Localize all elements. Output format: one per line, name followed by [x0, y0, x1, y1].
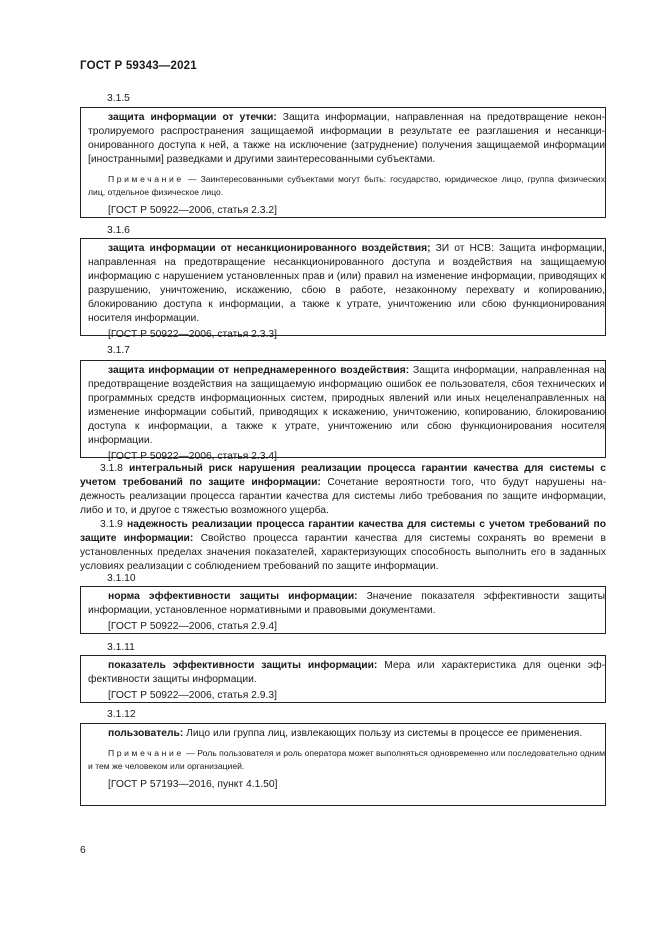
term: интегральный риск нарушения реализации процесса гарантии качества для системы с учетом требований по защите информации: [80, 463, 606, 488]
definition: защита информации от непреднамеренного воздействия: Защита информации, направленная на предотвращение воздействия на защищаемую информацию ошибок ее пользователя, сбоя технических и программных средств информационных систем, природных явлений или иных нецеленаправленных на изменение информации событий, приводящих к искажению, уничтожению, копированию, блокированию доступа к информации, а также к утрате, уничтожению или сбою функционирования носителя информации. [88, 365, 606, 446]
reference: [ГОСТ Р 57193—2016, пункт 4.1.50] [108, 779, 278, 790]
reference: [ГОСТ Р 50922—2006, статья 2.9.4] [108, 621, 277, 632]
note: Примечание — Заинтересованными субъектами могут быть: государство, юридическое лицо, группа физических лиц, отдельное физическое лицо. [88, 174, 605, 197]
entry-number: 3.1.6 [107, 225, 130, 236]
term: надежность реализации процесса гарантии качества для системы с учетом требований по защите информации: [80, 519, 606, 544]
definition: норма эффективности защиты информации: Значение показателя эффективности защиты информации, установленное нормативными и правовыми документами. [88, 591, 605, 616]
term-box [80, 723, 606, 806]
definition: пользователь: Лицо или группа лиц, извлекающих пользу из системы в процессе ее применения. [108, 728, 583, 739]
entry-number: 3.1.12 [107, 709, 136, 720]
reference: [ГОСТ Р 50922—2006, статья 2.9.3] [108, 690, 277, 701]
term-box [80, 238, 606, 340]
entry-number: 3.1.5 [107, 93, 130, 104]
definition: защита информации от утечки: Защита информации, направленная на предотвращение неконтролируемого распространения защищаемой информации в результате ее разглашения и несанкционированного доступа к ней, а также на исключение (затруднение) получения защищаемой информации [иностранными] разведками и другими заинтересованными субъектами. [88, 112, 605, 165]
document-header: ГОСТ Р 59343—2021 [80, 60, 197, 72]
entry-number: 3.1.7 [107, 345, 130, 356]
term-box [80, 655, 606, 703]
term-box [80, 360, 606, 462]
term: защита информации от несанкционированного воздействия; [108, 243, 431, 254]
reference: [ГОСТ Р 50922—2006, статья 2.3.3] [108, 329, 277, 340]
page-number: 6 [80, 845, 86, 856]
reference: [ГОСТ Р 50922—2006, статья 2.3.4] [108, 451, 277, 462]
term: защита информации от утечки: [108, 112, 277, 123]
term: пользователь: [108, 728, 184, 739]
note: Примечание — Роль пользователя и роль оператора может выполняться одновременно или последовательно одним и тем же человеком или организацией. [88, 748, 605, 771]
term: показатель эффективности защиты информации: [108, 660, 378, 671]
entry-number: 3.1.11 [107, 642, 135, 653]
definition: показатель эффективности защиты информации: Мера или характеристика для оценки эффективности защиты информации. [88, 660, 605, 685]
term-box [80, 586, 606, 634]
entry-number: 3.1.10 [107, 573, 136, 584]
plain-entries [80, 462, 606, 574]
definition: 3.1.9 надежность реализации процесса гарантии качества для системы с учетом требований по защите информации: Свойство процесса гарантии качества для системы сохранять во времени в установленных пределах значения показателей, характеризующих способность выполнить его в заданных условиях реализации с соблюдением требований по защите информации. [80, 519, 606, 572]
definition: 3.1.8 интегральный риск нарушения реализации процесса гарантии качества для системы с учетом требований по защите информации: Сочетание вероятности того, что будут нарушены надежность реализации процесса гарантии качества для системы либо требования по защите информации, либо и то, и другое с тяжестью возможного ущерба. [80, 463, 606, 516]
reference: [ГОСТ Р 50922—2006, статья 2.3.2] [108, 205, 277, 216]
term: норма эффективности защиты информации: [108, 591, 358, 602]
definition: защита информации от несанкционированного воздействия; ЗИ от НСВ: Защита информации, направленная на предотвращение несанкционированного доступа и воздействия на защищаемую информацию с нарушением установленных прав и (или) правил на изменение информации, приводящих к разрушению, уничтожению, искажению, сбою в работе, незаконному перехвату и копированию, блокированию доступа к информации, а также к утрате, уничтожению или сбою функционирования носителя информации. [88, 243, 605, 324]
term-box [80, 107, 606, 218]
term: защита информации от непреднамеренного воздействия: [108, 365, 410, 376]
